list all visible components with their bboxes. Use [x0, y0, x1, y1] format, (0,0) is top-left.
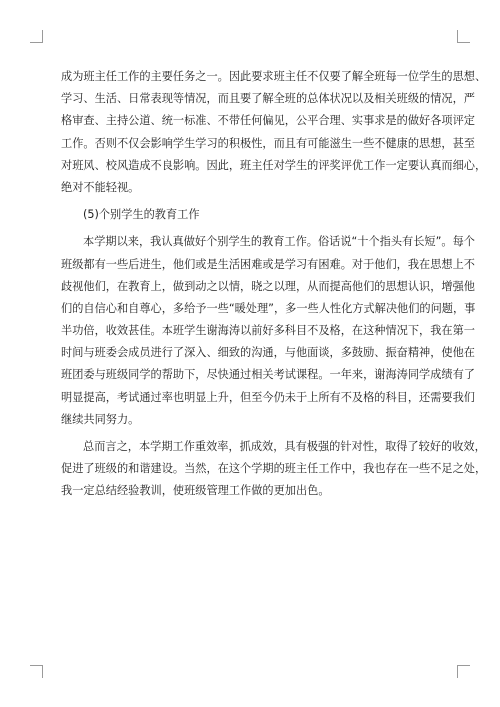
text-line: 总而言之，本学期工作重效率，抓成效，具有极强的针对性，取得了较好的收效，	[83, 440, 486, 453]
crop-mark-top-right	[457, 30, 470, 43]
crop-mark-bottom-left	[30, 665, 43, 678]
text-line: 本学期以来，我认真做好个别学生的教育工作。俗话说“十个指头有长短”。每个	[83, 235, 475, 249]
crop-mark-bottom-right	[457, 665, 470, 678]
text-line: 对班风、校风造成不良影响。因此，班主任对学生的评奖评优工作一定要认真而细心，	[61, 158, 487, 172]
text-line: 我一定总结经验教训，使班级管理工作做的更加出色。	[61, 484, 330, 498]
text-line: 绝对不能轻视。	[61, 180, 140, 194]
text-line: 成为班主任工作的主要任务之一。因此要求班主任不仅要了解全班每一位学生的思想、	[61, 70, 487, 83]
text-line: 班团委与班级同学的帮助下，尽快通过相关考试课程。一年来，谢海涛同学成绩有了	[61, 368, 475, 382]
text-line: 继续共同努力。	[61, 412, 140, 426]
paragraph-summary	[61, 436, 487, 503]
text-line: 们的自信心和自尊心，多给予一些“暖处理”，多一些人性化方式解决他们的问题，事	[61, 301, 476, 315]
text-line: 半功倍，收效甚佳。本班学生谢海涛以前好多科目不及格，在这种情况下，我在第一	[61, 324, 475, 338]
section-heading: (5)个别学生的教育工作	[83, 208, 200, 222]
text-line: 工作。否则不仅会影响学生学习的积极性，而且有可能滋生一些不健康的思想，甚至	[61, 136, 475, 150]
text-line: 明显提高，考试通过率也明显上升，但至今仍未于上所有不及格的科目，还需要我们	[61, 390, 475, 404]
text-line: 促进了班级的和谐建设。当然，在这个学期的班主任工作中，我也存在一些不足之处，	[61, 462, 487, 476]
text-line: 格审查、主持公道、统一标准、不带任何偏见，公平合理、实事求是的做好各项评定	[61, 114, 475, 128]
text-line: 时间与班委会成员进行了深入、细致的沟通，与他面谈，多鼓励、振奋精神，使他在	[61, 346, 475, 360]
text-line: 班级都有一些后进生，他们或是生活困难或是学习有困难。对于他们，我在思想上不	[61, 257, 475, 271]
text-line: 歧视他们，在教育上，做到动之以情，晓之以理，从而提高他们的思想认识，增强他	[61, 279, 475, 293]
paragraph-individual-students	[61, 231, 476, 431]
text-line: 学习、生活、日常表现等情况，而且要了解全班的总体状况以及相关班级的情况，严	[61, 92, 475, 106]
document-body	[61, 66, 487, 503]
crop-mark-top-left	[30, 30, 43, 43]
paragraph-evaluation	[61, 66, 487, 199]
